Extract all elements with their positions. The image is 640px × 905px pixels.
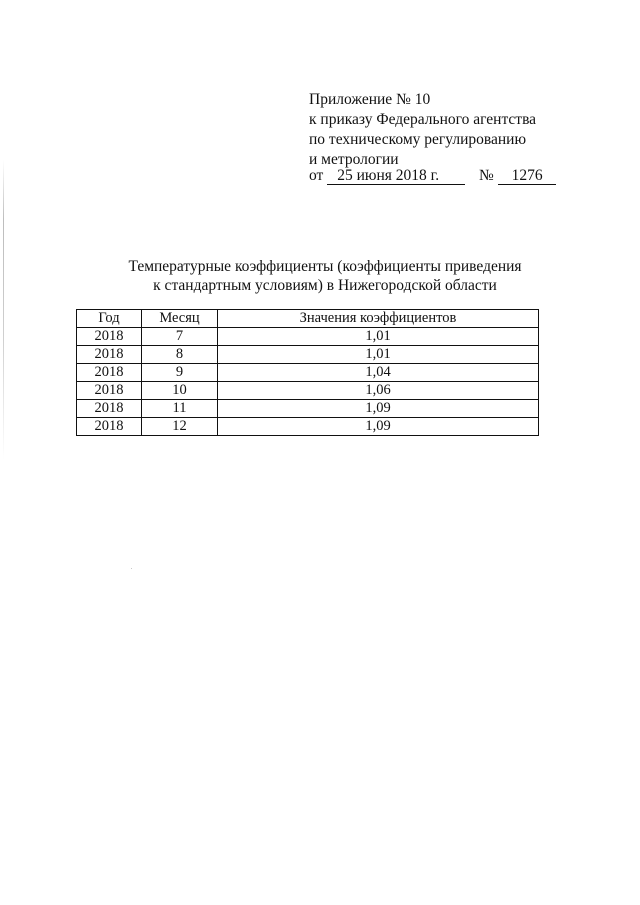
cell-year: 2018: [77, 382, 142, 400]
appendix-line: и метрологии: [309, 151, 399, 168]
title-line-2: к стандартным условиям) в Нижегородской области: [153, 277, 497, 294]
scan-speck: [131, 568, 132, 569]
cell-coefficient: 1,01: [218, 328, 539, 346]
number-label: №: [478, 167, 494, 184]
appendix-line: к приказу Федерального агентства: [309, 111, 537, 128]
cell-coefficient: 1,09: [218, 418, 539, 436]
table-row: [77, 328, 539, 346]
header-month: Месяц: [142, 310, 218, 328]
cell-coefficient: 1,06: [218, 382, 539, 400]
header-coefficient: Значения коэффициентов: [218, 310, 539, 328]
table-row: [77, 400, 539, 418]
cell-month: 7: [142, 328, 218, 346]
from-label: от: [309, 167, 324, 184]
table-row: [77, 418, 539, 436]
scan-edge-artifact: [3, 160, 4, 460]
cell-year: 2018: [77, 400, 142, 418]
header-year: Год: [77, 310, 142, 328]
order-date: 25 июня 2018 г.: [327, 167, 465, 185]
cell-month: 12: [142, 418, 218, 436]
appendix-header: [309, 90, 609, 170]
appendix-line: Приложение № 10: [309, 91, 431, 108]
cell-month: 10: [142, 382, 218, 400]
coefficients-table: [76, 309, 539, 436]
cell-coefficient: 1,04: [218, 364, 539, 382]
order-reference: [309, 166, 556, 186]
cell-coefficient: 1,01: [218, 346, 539, 364]
title-line-1: Температурные коэффициенты (коэффициенты приведения: [128, 258, 522, 275]
cell-year: 2018: [77, 418, 142, 436]
cell-coefficient: 1,09: [218, 400, 539, 418]
order-number: 1276: [498, 167, 556, 185]
table-row: [77, 346, 539, 364]
cell-month: 11: [142, 400, 218, 418]
cell-year: 2018: [77, 346, 142, 364]
cell-month: 9: [142, 364, 218, 382]
cell-year: 2018: [77, 364, 142, 382]
document-title: [80, 257, 570, 295]
table-header-row: [77, 310, 539, 328]
cell-month: 8: [142, 346, 218, 364]
appendix-line: по техническому регулированию: [309, 131, 527, 148]
table-row: [77, 364, 539, 382]
table-row: [77, 382, 539, 400]
cell-year: 2018: [77, 328, 142, 346]
